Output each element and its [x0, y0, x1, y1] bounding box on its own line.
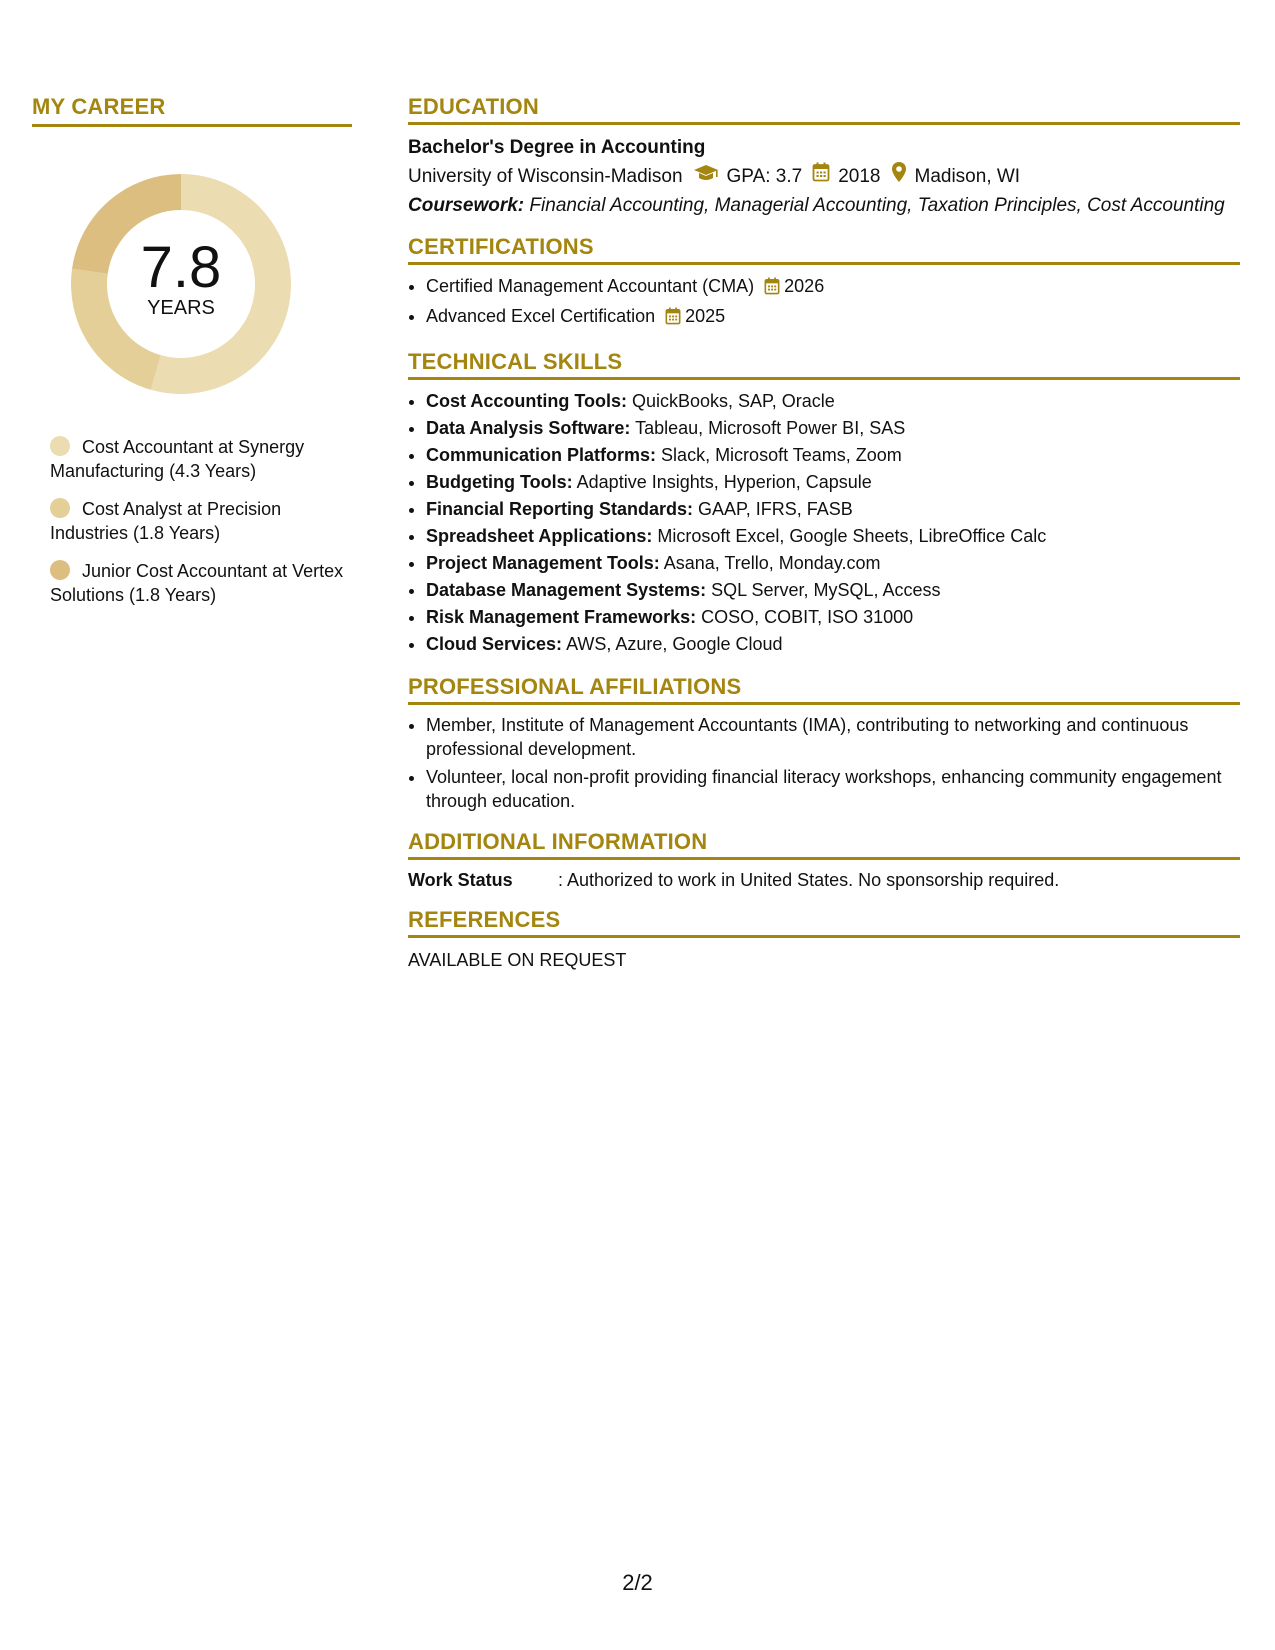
cert-name: Certified Management Accountant (CMA): [426, 276, 755, 296]
affiliations-title: PROFESSIONAL AFFILIATIONS: [408, 674, 1240, 705]
work-status-row: [408, 870, 1240, 891]
list-item: [426, 577, 1240, 604]
skill-value: Slack, Microsoft Teams, Zoom: [661, 445, 902, 465]
legend-dot: [50, 436, 70, 456]
skill-value: QuickBooks, SAP, Oracle: [632, 391, 835, 411]
skill-label: Communication Platforms:: [426, 445, 657, 465]
cert-year: 2025: [685, 306, 726, 326]
list-item: [426, 469, 1240, 496]
skill-value: SQL Server, MySQL, Access: [711, 580, 941, 600]
education-title: EDUCATION: [408, 94, 1240, 125]
skill-label: Cost Accounting Tools:: [426, 391, 627, 411]
legend-label: Cost Accountant at Synergy Manufacturing (4.3 Years): [50, 437, 305, 481]
gpa: GPA: 3.7: [726, 165, 803, 187]
education-section: [408, 94, 1240, 218]
skill-label: Budgeting Tools:: [426, 472, 573, 492]
affiliations-section: [408, 674, 1240, 813]
career-donut-chart: [66, 169, 296, 399]
coursework-label: Coursework:: [408, 195, 525, 216]
cert-year: 2026: [784, 276, 825, 296]
career-title: MY CAREER: [32, 94, 352, 127]
list-item: [426, 523, 1240, 550]
coursework: [408, 194, 1240, 218]
legend-item: [50, 559, 352, 607]
calendar-icon: [665, 306, 681, 333]
skill-value: Microsoft Excel, Google Sheets, LibreOffice Calc: [657, 526, 1047, 546]
skill-value: Asana, Trello, Monday.com: [663, 553, 881, 573]
skills-title: TECHNICAL SKILLS: [408, 349, 1240, 380]
skill-value: Adaptive Insights, Hyperion, Capsule: [576, 472, 872, 492]
legend-label: Junior Cost Accountant at Vertex Solutions (1.8 Years): [50, 561, 344, 605]
cert-name: Advanced Excel Certification: [426, 306, 656, 326]
donut-center: [66, 169, 296, 399]
page-number: 2/2: [622, 1570, 653, 1595]
skill-value: GAAP, IFRS, FASB: [698, 499, 853, 519]
calendar-icon: [812, 162, 830, 191]
list-item: [426, 631, 1240, 658]
list-item: [426, 550, 1240, 577]
legend-label: Cost Analyst at Precision Industries (1.8 Years): [50, 499, 282, 543]
skill-label: Data Analysis Software:: [426, 418, 631, 438]
list-item: [426, 273, 1240, 303]
certifications-title: CERTIFICATIONS: [408, 234, 1240, 265]
list-item: [426, 604, 1240, 631]
education-details: [408, 161, 1240, 192]
skill-label: Spreadsheet Applications:: [426, 526, 653, 546]
list-item: • Member, Institute of Management Accountants (IMA), contributing to networking and continuous professional development.: [426, 713, 1240, 761]
list-item: [426, 415, 1240, 442]
calendar-icon: [764, 276, 780, 303]
school-name: University of Wisconsin-Madison: [408, 165, 683, 187]
legend-dot: [50, 498, 70, 518]
skill-label: Cloud Services:: [426, 634, 563, 654]
affiliations-list: [408, 713, 1240, 813]
certifications-section: [408, 234, 1240, 333]
degree-name: Bachelor's Degree in Accounting: [408, 137, 706, 158]
skill-value: Tableau, Microsoft Power BI, SAS: [635, 418, 906, 438]
graduation-year: 2018: [838, 165, 881, 187]
list-item: • Volunteer, local non-profit providing financial literacy workshops, enhancing community engagement through education.: [426, 765, 1240, 813]
skill-value: COSO, COBIT, ISO 31000: [701, 607, 914, 627]
career-legend: [50, 435, 352, 607]
additional-section: [408, 829, 1240, 891]
skills-section: [408, 349, 1240, 658]
coursework-list: Financial Accounting, Managerial Accounting, Taxation Principles, Cost Accounting: [529, 195, 1225, 216]
skills-list: [408, 388, 1240, 658]
skill-label: Project Management Tools:: [426, 553, 660, 573]
school-location: Madison, WI: [914, 165, 1021, 187]
skill-label: Risk Management Frameworks:: [426, 607, 697, 627]
total-years-value: 7.8: [140, 235, 222, 300]
references-text: AVAILABLE ON REQUEST: [408, 950, 627, 970]
map-pin-icon: [891, 161, 907, 192]
list-item: [426, 442, 1240, 469]
skill-label: Financial Reporting Standards:: [426, 499, 694, 519]
work-status-label: Work Status: [408, 870, 513, 890]
additional-title: ADDITIONAL INFORMATION: [408, 829, 1240, 860]
total-years-unit: YEARS: [147, 297, 215, 319]
work-status-value: : Authorized to work in United States. No sponsorship required.: [558, 870, 1060, 890]
legend-item: [50, 435, 352, 483]
list-item: [426, 496, 1240, 523]
legend-item: [50, 497, 352, 545]
certifications-list: [408, 273, 1240, 333]
graduation-cap-icon: [693, 163, 719, 191]
references-section: [408, 907, 1240, 971]
skill-value: AWS, Azure, Google Cloud: [566, 634, 783, 654]
list-item: [426, 388, 1240, 415]
skill-label: Database Management Systems:: [426, 580, 707, 600]
main-content: [408, 94, 1240, 987]
legend-dot: [50, 560, 70, 580]
references-title: REFERENCES: [408, 907, 1240, 938]
list-item: [426, 303, 1240, 333]
career-sidebar: [32, 94, 352, 621]
